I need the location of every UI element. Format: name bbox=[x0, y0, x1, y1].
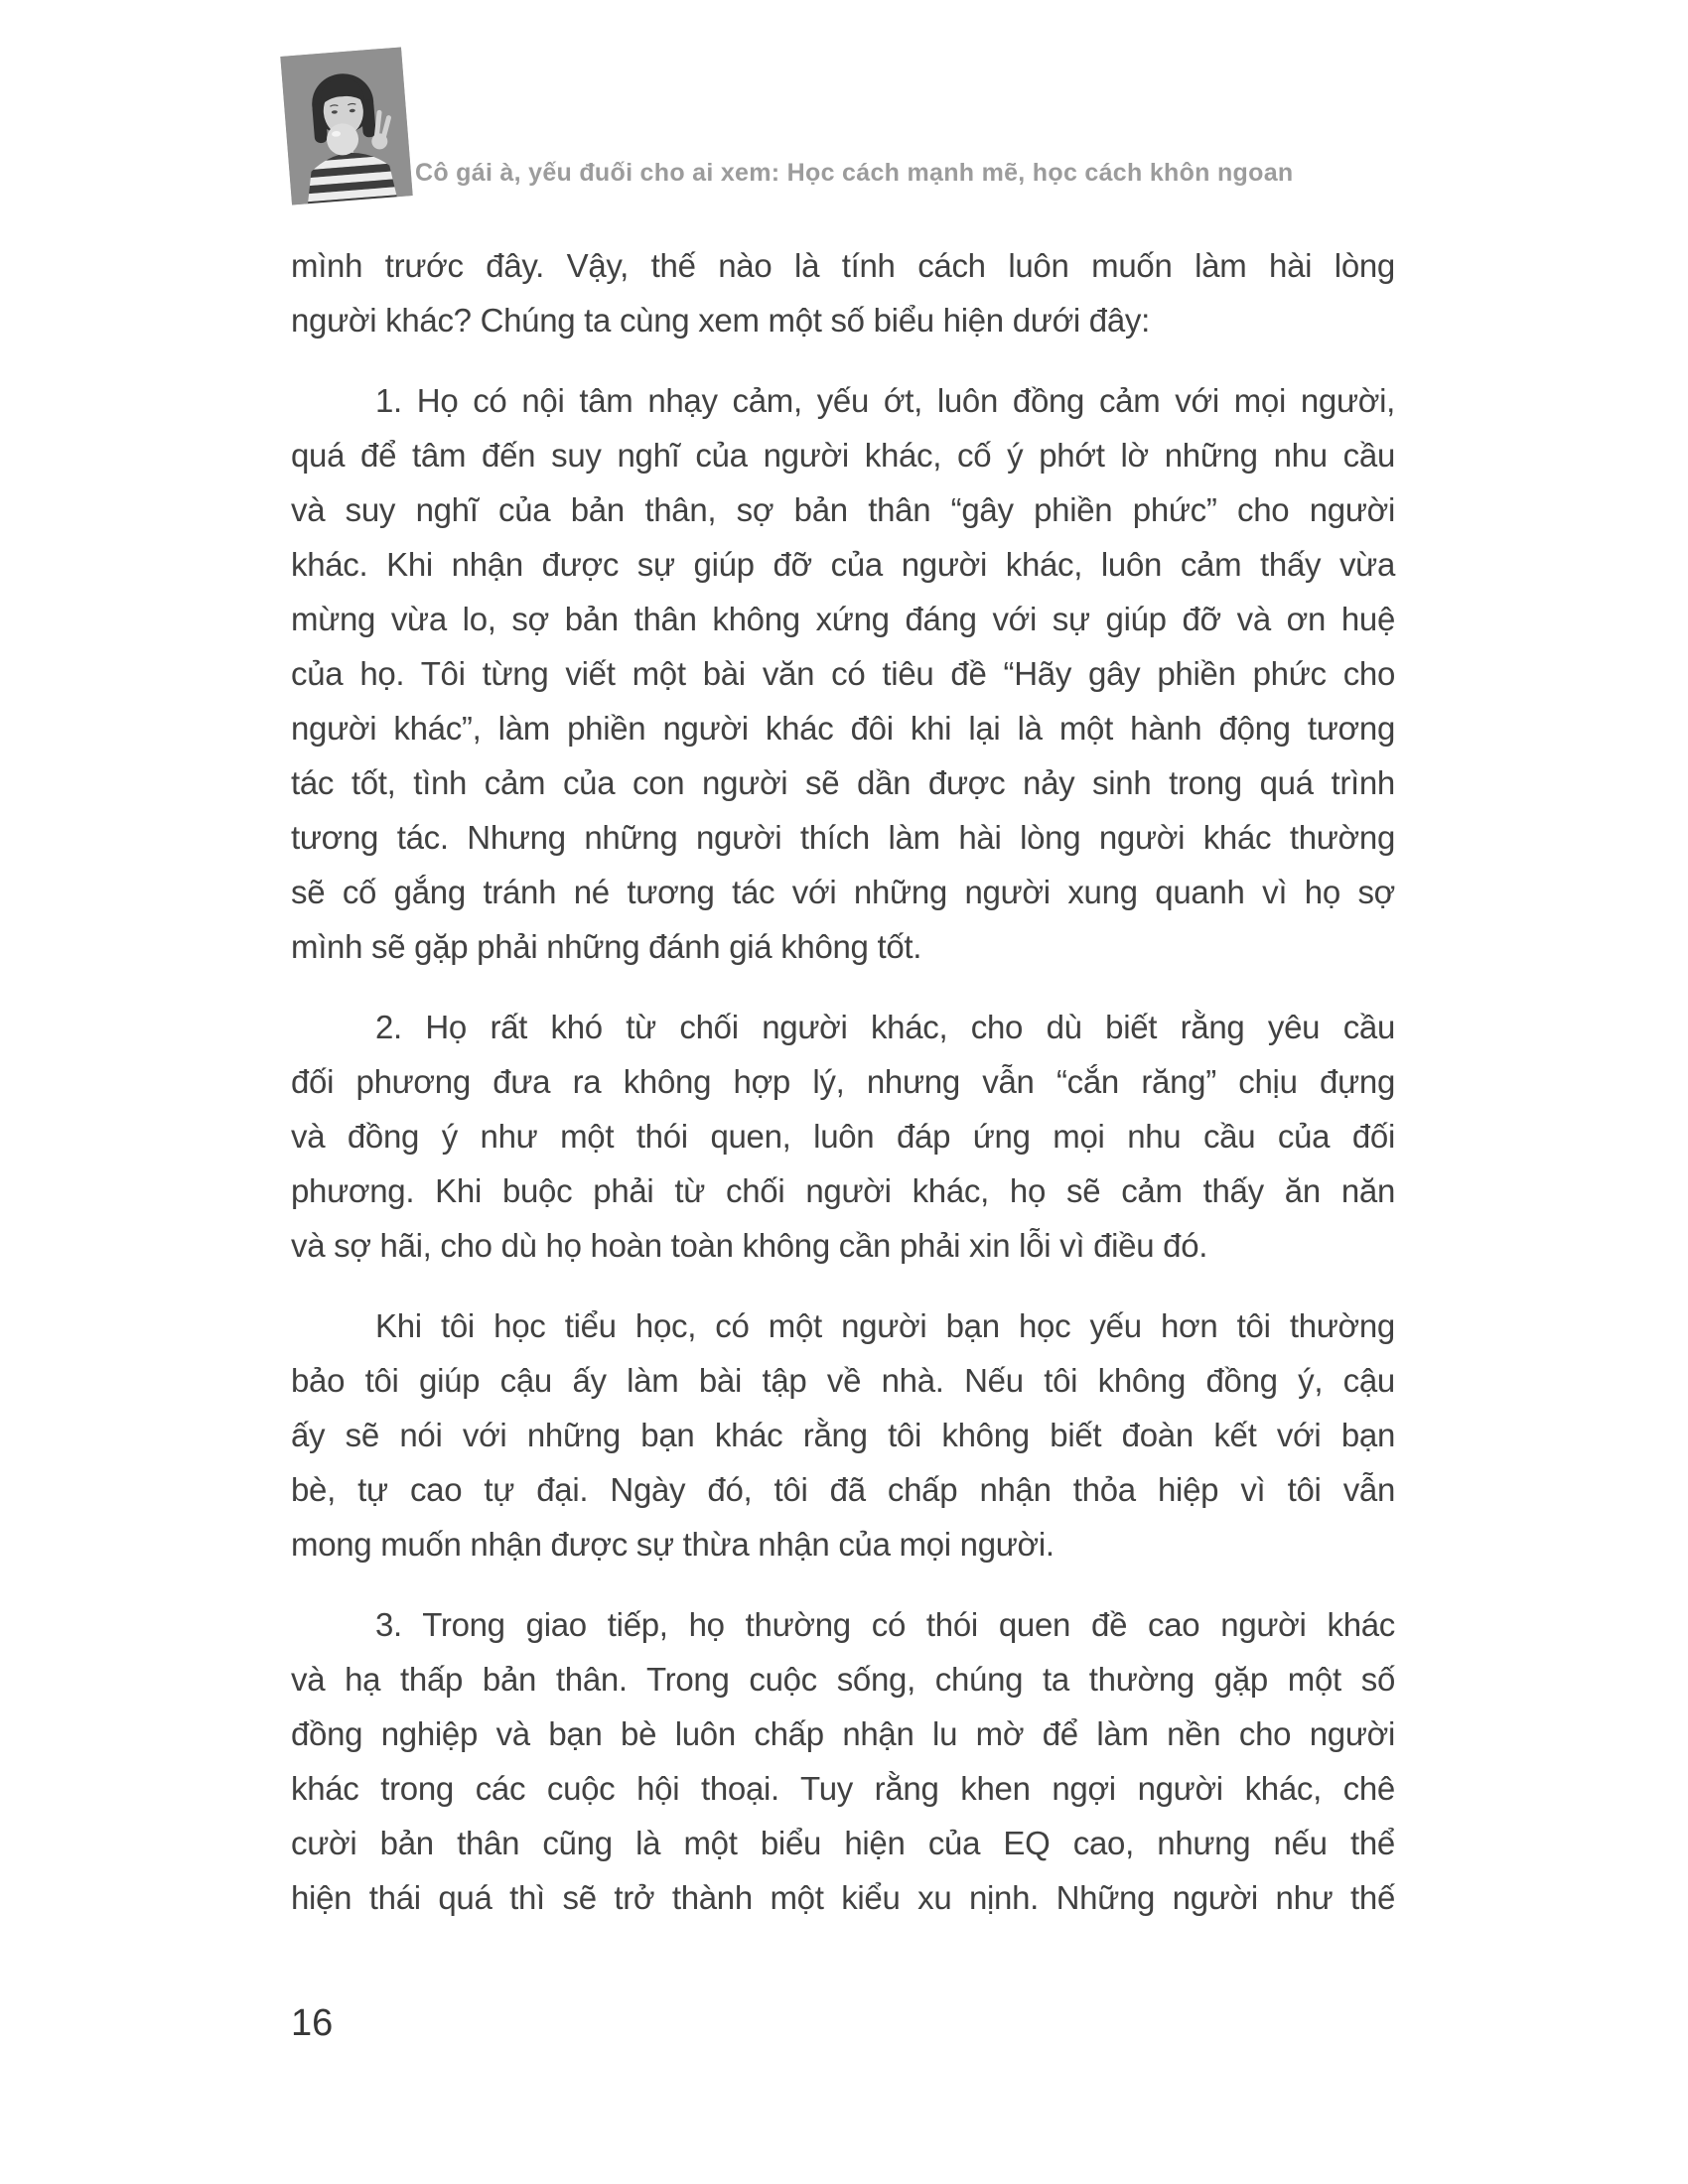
text-line: khác trong các cuộc hội thoại. Tuy rằng khen ngợi người khác, chê bbox=[291, 1770, 1395, 1807]
text-line: người khác? Chúng ta cùng xem một số biểu hiện dưới đây: bbox=[291, 302, 1150, 339]
running-header-title: Cô gái à, yếu đuối cho ai xem: Học cách mạnh mẽ, học cách khôn ngoan bbox=[415, 159, 1294, 187]
text-line: bảo tôi giúp cậu ấy làm bài tập về nhà. Nếu tôi không đồng ý, cậu bbox=[291, 1362, 1395, 1399]
text-line: ấy sẽ nói với những bạn khác rằng tôi không biết đoàn kết với bạn bbox=[291, 1417, 1395, 1453]
text-line: 3. Trong giao tiếp, họ thường có thói quen đề cao người khác bbox=[375, 1606, 1395, 1643]
paragraph-4 bbox=[291, 1597, 1395, 1925]
text-line: quá để tâm đến suy nghĩ của người khác, cố ý phớt lờ những nhu cầu bbox=[291, 437, 1395, 474]
girl-bubble-gum-illustration bbox=[280, 47, 412, 205]
text-line: của họ. Tôi từng viết một bài văn có tiêu đề “Hãy gây phiền phức cho bbox=[291, 655, 1395, 692]
body-text bbox=[291, 238, 1395, 1951]
text-line: mình sẽ gặp phải những đánh giá không tốt. bbox=[291, 928, 922, 965]
text-line: đối phương đưa ra không hợp lý, nhưng vẫn “cắn răng” chịu đựng bbox=[291, 1063, 1395, 1100]
text-line: 2. Họ rất khó từ chối người khác, cho dù biết rằng yêu cầu bbox=[375, 1009, 1395, 1045]
text-line: 1. Họ có nội tâm nhạy cảm, yếu ớt, luôn đồng cảm với mọi người, bbox=[375, 382, 1395, 419]
text-line: đồng nghiệp và bạn bè luôn chấp nhận lu mờ để làm nền cho người bbox=[291, 1715, 1395, 1752]
paragraph-3 bbox=[291, 1298, 1395, 1571]
text-line: sẽ cố gắng tránh né tương tác với những người xung quanh vì họ sợ bbox=[291, 874, 1395, 910]
girl-bubble-gum-photo bbox=[280, 47, 412, 205]
text-line: và suy nghĩ của bản thân, sợ bản thân “gây phiền phức” cho người bbox=[291, 491, 1395, 528]
paragraph-2 bbox=[291, 1000, 1395, 1273]
text-line: phương. Khi buộc phải từ chối người khác, họ sẽ cảm thấy ăn năn bbox=[291, 1172, 1395, 1209]
text-line: mong muốn nhận được sự thừa nhận của mọi người. bbox=[291, 1526, 1055, 1563]
text-line: Khi tôi học tiểu học, có một người bạn học yếu hơn tôi thường bbox=[375, 1307, 1395, 1344]
text-line: và sợ hãi, cho dù họ hoàn toàn không cần phải xin lỗi vì điều đó. bbox=[291, 1227, 1208, 1264]
page-number: 16 bbox=[291, 2002, 334, 2044]
text-line: khác. Khi nhận được sự giúp đỡ của người khác, luôn cảm thấy vừa bbox=[291, 546, 1395, 583]
text-line: cười bản thân cũng là một biểu hiện của EQ cao, nhưng nếu thể bbox=[291, 1825, 1395, 1861]
text-line: mình trước đây. Vậy, thế nào là tính cách luôn muốn làm hài lòng bbox=[291, 247, 1395, 284]
paragraph-1 bbox=[291, 373, 1395, 974]
text-line: hiện thái quá thì sẽ trở thành một kiểu xu nịnh. Những người như thế bbox=[291, 1879, 1395, 1916]
text-line: và hạ thấp bản thân. Trong cuộc sống, chúng ta thường gặp một số bbox=[291, 1661, 1395, 1698]
text-line: mừng vừa lo, sợ bản thân không xứng đáng với sự giúp đỡ và ơn huệ bbox=[291, 601, 1395, 637]
text-line: bè, tự cao tự đại. Ngày đó, tôi đã chấp nhận thỏa hiệp vì tôi vẫn bbox=[291, 1471, 1395, 1508]
text-line: tác tốt, tình cảm của con người sẽ dần được nảy sinh trong quá trình bbox=[291, 764, 1395, 801]
text-line: người khác”, làm phiền người khác đôi khi lại là một hành động tương bbox=[291, 710, 1395, 747]
text-line: tương tác. Nhưng những người thích làm hài lòng người khác thường bbox=[291, 819, 1395, 856]
paragraph-intro bbox=[291, 238, 1395, 347]
text-line: và đồng ý như một thói quen, luôn đáp ứng mọi nhu cầu của đối bbox=[291, 1118, 1395, 1155]
